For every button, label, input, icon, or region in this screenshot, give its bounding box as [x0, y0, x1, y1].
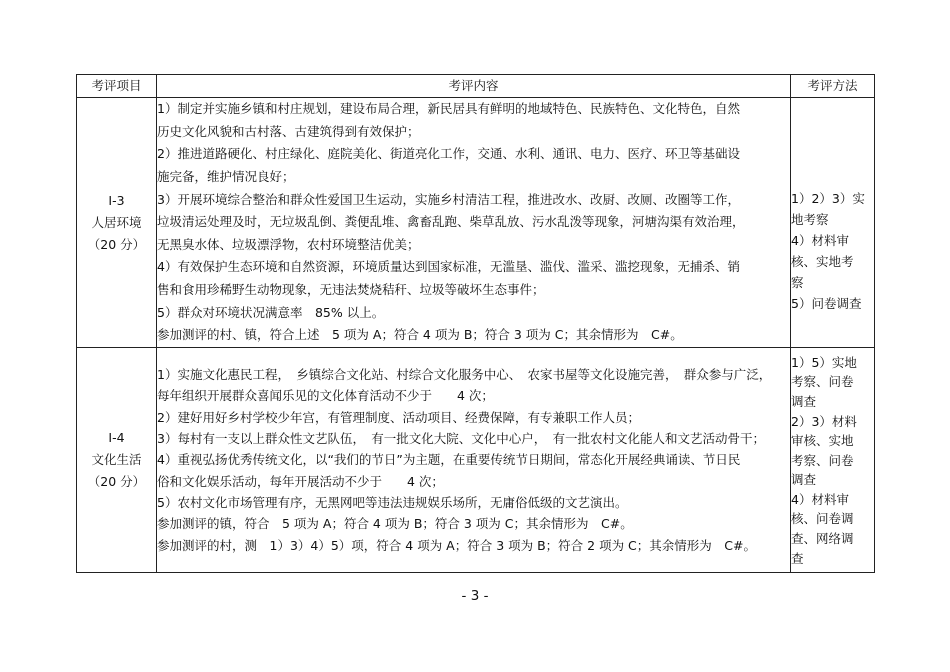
- content-line: 垃圾清运处理及时，无垃圾乱倒、粪便乱堆、禽畜乱跑、柴草乱放、污水乱泼等现象，河塘沟渠有效治理，: [157, 214, 745, 230]
- content-line: 售和食用珍稀野生动物现象，无违法焚烧秸秆、垃圾等破坏生态事件；: [157, 281, 545, 297]
- table-row: [77, 348, 875, 573]
- item-score: （20 分）: [87, 236, 146, 252]
- content-line: 3）开展环境综合整治和群众性爱国卫生运动，实施乡村清洁工程，推进改水、改厨、改厕、改圈等工作，: [157, 191, 740, 207]
- item-score: （20 分）: [87, 474, 146, 489]
- method-line: 审核、实地: [791, 433, 854, 449]
- method-line: 2）3）材料: [791, 413, 857, 429]
- method-line: 1）5）实地: [791, 354, 857, 370]
- evaluation-table: [76, 74, 875, 573]
- content-line: 4）有效保护生态环境和自然资源，环境质量达到国家标准，无滥垦、滥伐、滥采、滥挖现象，无捕杀、销: [157, 259, 740, 275]
- content-line: 4）重视弘扬优秀传统文化，以“我们的节日”为主题，在重要传统节日期间，常态化开展经典诵读、节日民: [157, 452, 741, 468]
- method-line: 查: [791, 550, 804, 566]
- content-line: 2）建好用好乡村学校少年宫，有管理制度、活动项目、经费保障，有专兼职工作人员；: [157, 409, 640, 425]
- content-line: 无黑臭水体、垃圾漂浮物，农村环境整洁优美；: [157, 236, 420, 252]
- method-line: 5）问卷调查: [791, 295, 862, 311]
- content-line: 2）推进道路硬化、村庄绿化、庭院美化、街道亮化工作，交通、水利、通讯、电力、医疗、环卫等基础设: [157, 146, 740, 162]
- method-line: 核、问卷调: [791, 511, 854, 527]
- method-line: 调查: [791, 393, 817, 409]
- method-line: 4）材料审: [791, 232, 849, 248]
- method-line: 地考察: [791, 211, 829, 227]
- method-line: 1）2）3）实: [791, 190, 865, 206]
- method-line: 考察、问卷: [791, 374, 854, 390]
- content-cell: [157, 348, 791, 573]
- content-line: 5）农村文化市场管理有序，无黑网吧等违法违规娱乐场所，无庸俗低级的文艺演出。: [157, 494, 628, 510]
- method-line: 考察、问卷: [791, 452, 854, 468]
- method-line: 4）材料审: [791, 491, 849, 507]
- item-code: I-3: [108, 192, 125, 208]
- content-line: 3）每村有一支以上群众性文艺队伍， 有一批文化大院、文化中心户， 有一批农村文化能人和文艺活动骨干；: [157, 431, 765, 447]
- method-cell: [791, 348, 875, 573]
- content-line: 俗和文化娱乐活动，每年开展活动不少于 4 次；: [157, 473, 444, 489]
- method-line: 查、网络调: [791, 531, 854, 547]
- header-row: [77, 75, 875, 98]
- item-name: 文化生活: [91, 452, 142, 467]
- content-line: 1）实施文化惠民工程， 乡镇综合文化站、村综合文化服务中心、 农家书屋等文化设施完善， 群众参与广泛，: [157, 367, 772, 383]
- method-cell: [791, 98, 875, 348]
- item-code: I-4: [108, 430, 125, 445]
- page-number: - 3 -: [461, 588, 489, 604]
- header-item: 考评项目: [77, 75, 157, 98]
- content-line: 参加测评的村，测 1）3）4）5）项，符合 4 项为 A；符合 3 项为 B；符合 2 项为 C；其余情形为 C#。: [157, 537, 756, 553]
- item-name: 人居环境: [91, 214, 142, 230]
- content-cell: [157, 98, 791, 348]
- content-line: 每年组织开展群众喜闻乐见的文化体育活动不少于 4 次；: [157, 388, 494, 404]
- content-line: 5）群众对环境状况满意率 85% 以上。: [157, 304, 385, 320]
- table-row: [77, 98, 875, 348]
- item-cell: [77, 98, 157, 348]
- content-line: 施完备，维护情况良好；: [157, 169, 295, 185]
- header-method: 考评方法: [791, 75, 875, 98]
- content-line: 历史文化风貌和古村落、古建筑得到有效保护；: [157, 123, 420, 139]
- method-line: 察: [791, 274, 804, 290]
- content-line: 1）制定并实施乡镇和村庄规划，建设布局合理，新民居具有鲜明的地域特色、民族特色、文化特色，自然: [157, 101, 740, 117]
- content-line: 参加测评的镇，符合 5 项为 A；符合 4 项为 B；符合 3 项为 C；其余情形为 C#。: [157, 516, 633, 532]
- method-line: 调查: [791, 472, 817, 488]
- content-line: 参加测评的村、镇，符合上述 5 项为 A；符合 4 项为 B；符合 3 项为 C；其余情形为 C#。: [157, 327, 683, 343]
- item-cell: [77, 348, 157, 573]
- header-content: 考评内容: [157, 75, 791, 98]
- method-line: 核、实地考: [791, 253, 854, 269]
